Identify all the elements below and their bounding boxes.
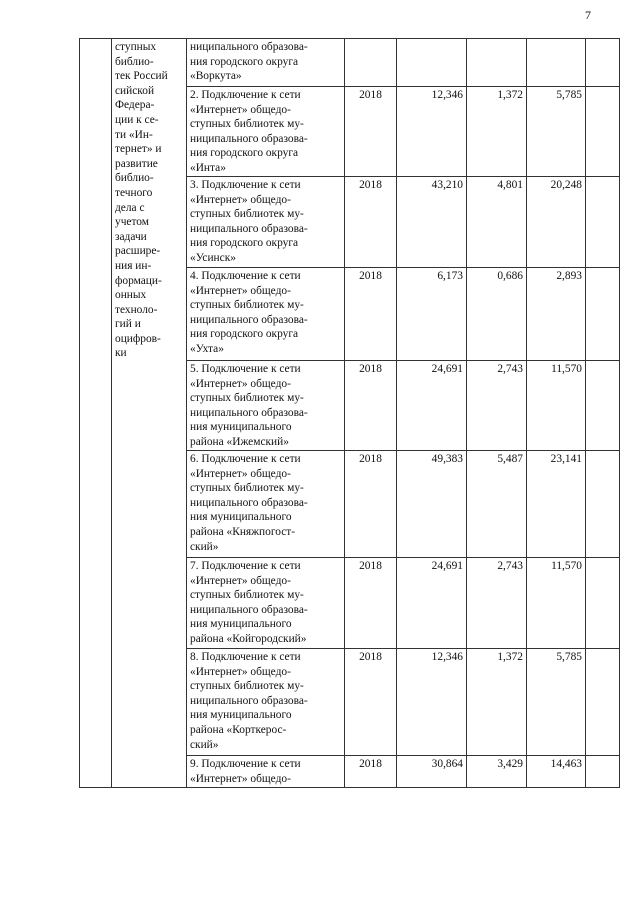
year-cell: 2018 [345, 756, 397, 788]
value-cell-1: 49,383 [397, 451, 467, 558]
year-cell: 2018 [345, 87, 397, 177]
value-cell-3: 14,463 [527, 756, 586, 788]
event-name-cell: 4. Подключение к сети «Интернет» общедо- ступных библиотек му- ниципального образова- ния городского округа «Ухта» [187, 268, 345, 361]
value-cell-3 [527, 39, 586, 87]
year-cell: 2018 [345, 268, 397, 361]
value-cell-3: 11,570 [527, 361, 586, 451]
page-number: 7 [585, 8, 591, 22]
value-cell-3: 5,785 [527, 87, 586, 177]
event-name-cell: 3. Подключение к сети «Интернет» общедо- ступных библиотек му- ниципального образова- ния городского округа «Усинск» [187, 177, 345, 268]
value-cell-2: 2,743 [467, 361, 527, 451]
empty-cell [586, 361, 620, 451]
empty-cell [586, 756, 620, 788]
value-cell-1: 6,173 [397, 268, 467, 361]
value-cell-2: 1,372 [467, 87, 527, 177]
value-cell-2: 1,372 [467, 649, 527, 756]
value-cell-2: 3,429 [467, 756, 527, 788]
program-table [79, 38, 620, 788]
value-cell-1 [397, 39, 467, 87]
event-name-cell: 9. Подключение к сети «Интернет» общедо- [187, 756, 345, 788]
value-cell-2: 4,801 [467, 177, 527, 268]
number-cell [80, 39, 112, 788]
empty-cell [586, 558, 620, 649]
value-cell-2: 5,487 [467, 451, 527, 558]
value-cell-3: 11,570 [527, 558, 586, 649]
year-cell: 2018 [345, 361, 397, 451]
value-cell-2 [467, 39, 527, 87]
value-cell-1: 12,346 [397, 87, 467, 177]
value-cell-2: 0,686 [467, 268, 527, 361]
table-row [80, 39, 620, 87]
value-cell-3: 20,248 [527, 177, 586, 268]
value-cell-1: 43,210 [397, 177, 467, 268]
value-cell-3: 23,141 [527, 451, 586, 558]
value-cell-1: 30,864 [397, 756, 467, 788]
section-cell [112, 39, 187, 788]
value-cell-3: 2,893 [527, 268, 586, 361]
event-name-cell: ниципального образова- ния городского округа «Воркута» [187, 39, 345, 87]
section-label: ступных библио- тек Россий сийской Федера- ции к се- ти «Ин- тернет» и развитие библио- течного дела с учетом задачи расшире- ния ин- формаци- онных техноло- гий и оцифров- ки [115, 41, 168, 360]
empty-cell [586, 87, 620, 177]
year-cell: 2018 [345, 649, 397, 756]
empty-cell [586, 39, 620, 87]
year-cell: 2018 [345, 177, 397, 268]
empty-cell [586, 177, 620, 268]
empty-cell [586, 649, 620, 756]
event-name-cell: 6. Подключение к сети «Интернет» общедо- ступных библиотек му- ниципального образова- ния муниципального района «Княжпогост- ский» [187, 451, 345, 558]
year-cell: 2018 [345, 451, 397, 558]
year-cell [345, 39, 397, 87]
event-name-cell: 2. Подключение к сети «Интернет» общедо- ступных библиотек му- ниципального образова- ния городского округа «Инта» [187, 87, 345, 177]
year-cell: 2018 [345, 558, 397, 649]
event-name-cell: 7. Подключение к сети «Интернет» общедо- ступных библиотек му- ниципального образова- ния муниципального района «Койгородский» [187, 558, 345, 649]
event-name-cell: 8. Подключение к сети «Интернет» общедо- ступных библиотек му- ниципального образова- ния муниципального района «Корткерос- ский» [187, 649, 345, 756]
value-cell-1: 24,691 [397, 361, 467, 451]
value-cell-2: 2,743 [467, 558, 527, 649]
event-name-cell: 5. Подключение к сети «Интернет» общедо- ступных библиотек му- ниципального образова- ния муниципального района «Ижемский» [187, 361, 345, 451]
value-cell-3: 5,785 [527, 649, 586, 756]
empty-cell [586, 268, 620, 361]
empty-cell [586, 451, 620, 558]
value-cell-1: 24,691 [397, 558, 467, 649]
value-cell-1: 12,346 [397, 649, 467, 756]
